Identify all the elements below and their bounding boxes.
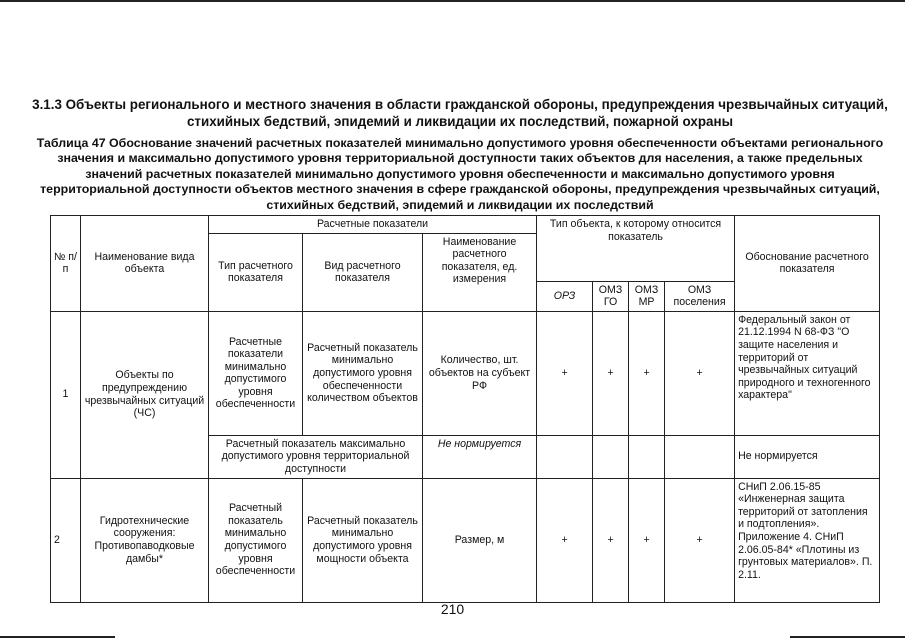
row-calc-type: Расчетный показатель минимально допустимого уровня обеспеченности: [209, 478, 303, 602]
row-name: Объекты по предупреждению чрезвычайных ситуаций (ЧС): [81, 311, 209, 478]
row-sub-unit: Не нормируется: [423, 435, 537, 478]
header-calc-group: Расчетные показатели: [209, 216, 537, 234]
row-sub-kind: Расчетный показатель максимально допустимого уровня территориальной доступности: [209, 435, 423, 478]
bottom-rule-left: [0, 636, 115, 638]
header-obj-type-group: Тип объекта, к которому относится показатель: [537, 216, 735, 282]
header-orz: ОРЗ: [537, 281, 593, 311]
row-calc-type: Расчетные показатели минимально допустимого уровня обеспеченности: [209, 311, 303, 435]
row-omz-mr: +: [629, 311, 665, 435]
header-num: № п/п: [51, 216, 81, 312]
header-basis: Обоснование расчетного показателя: [735, 216, 880, 312]
header-omz-go: ОМЗ ГО: [593, 281, 629, 311]
header-omz-mr: ОМЗ МР: [629, 281, 665, 311]
row-unit: Количество, шт. объектов на субъект РФ: [423, 311, 537, 435]
table-row: [51, 311, 880, 435]
table-caption: Таблица 47 Обоснование значений расчетных показателей минимально допустимого уровня обеспеченности объектами регионального значения и максимально допустимого уровня территориальной доступности таких объектов для населения, а также предельных значений расчетных показателей минимально допустимого уровня обеспеченности и максимально допустимого уровня территориальной доступности объектов местного значения в сфере гражданской обороны, предупреждения чрезвычайных ситуаций, стихийных бедствий, эпидемий и ликвидации их последствий: [36, 136, 884, 212]
row-calc-kind: Расчетный показатель минимально допустимого уровня мощности объекта: [303, 478, 423, 602]
row-sub-basis: Не нормируется: [735, 435, 880, 478]
row-name: Гидротехнические сооружения: Противопаводковые дамбы*: [81, 478, 209, 602]
row-omz-pos: +: [665, 311, 735, 435]
row-sub-empty-go: [593, 435, 629, 478]
table-row: [51, 478, 880, 602]
bottom-rule-right: [790, 636, 905, 638]
row-omz-mr: +: [629, 478, 665, 602]
indicators-table: [50, 215, 880, 603]
row-unit: Размер, м: [423, 478, 537, 602]
header-calc-type: Тип расчетного показателя: [209, 233, 303, 311]
top-rule: [0, 0, 905, 2]
header-unit: Наименование расчетного показателя, ед. измерения: [423, 233, 537, 311]
row-orz: +: [537, 311, 593, 435]
row-sub-empty-mr: [629, 435, 665, 478]
row-omz-pos: +: [665, 478, 735, 602]
row-sub-empty-orz: [537, 435, 593, 478]
section-heading: 3.1.3 Объекты регионального и местного значения в области гражданской обороны, предупреждения чрезвычайных ситуаций, стихийных бедствий, эпидемий и ликвидации их последствий, пожарной охраны: [32, 97, 888, 129]
row-num: 1: [51, 311, 81, 478]
header-row-1: [51, 216, 880, 234]
row-omz-go: +: [593, 311, 629, 435]
row-orz: +: [537, 478, 593, 602]
header-calc-kind: Вид расчетного показателя: [303, 233, 423, 311]
row-num: 2: [51, 478, 81, 602]
row-basis: Федеральный закон от 21.12.1994 N 68-ФЗ "О защите населения и территорий от чрезвычайных ситуаций природного и техногенного характера": [735, 311, 880, 435]
page-number: 210: [440, 601, 465, 617]
header-omz-pos: ОМЗ поселения: [665, 281, 735, 311]
row-omz-go: +: [593, 478, 629, 602]
row-sub-empty-pos: [665, 435, 735, 478]
row-basis: СНиП 2.06.15-85 «Инженерная защита территорий от затопления и подтопления». Приложение 4. СНиП 2.06.05-84* «Плотины из грунтовых материалов». П. 2.11.: [735, 478, 880, 602]
header-name: Наименование вида объекта: [81, 216, 209, 312]
row-calc-kind: Расчетный показатель минимально допустимого уровня обеспеченности количеством объектов: [303, 311, 423, 435]
